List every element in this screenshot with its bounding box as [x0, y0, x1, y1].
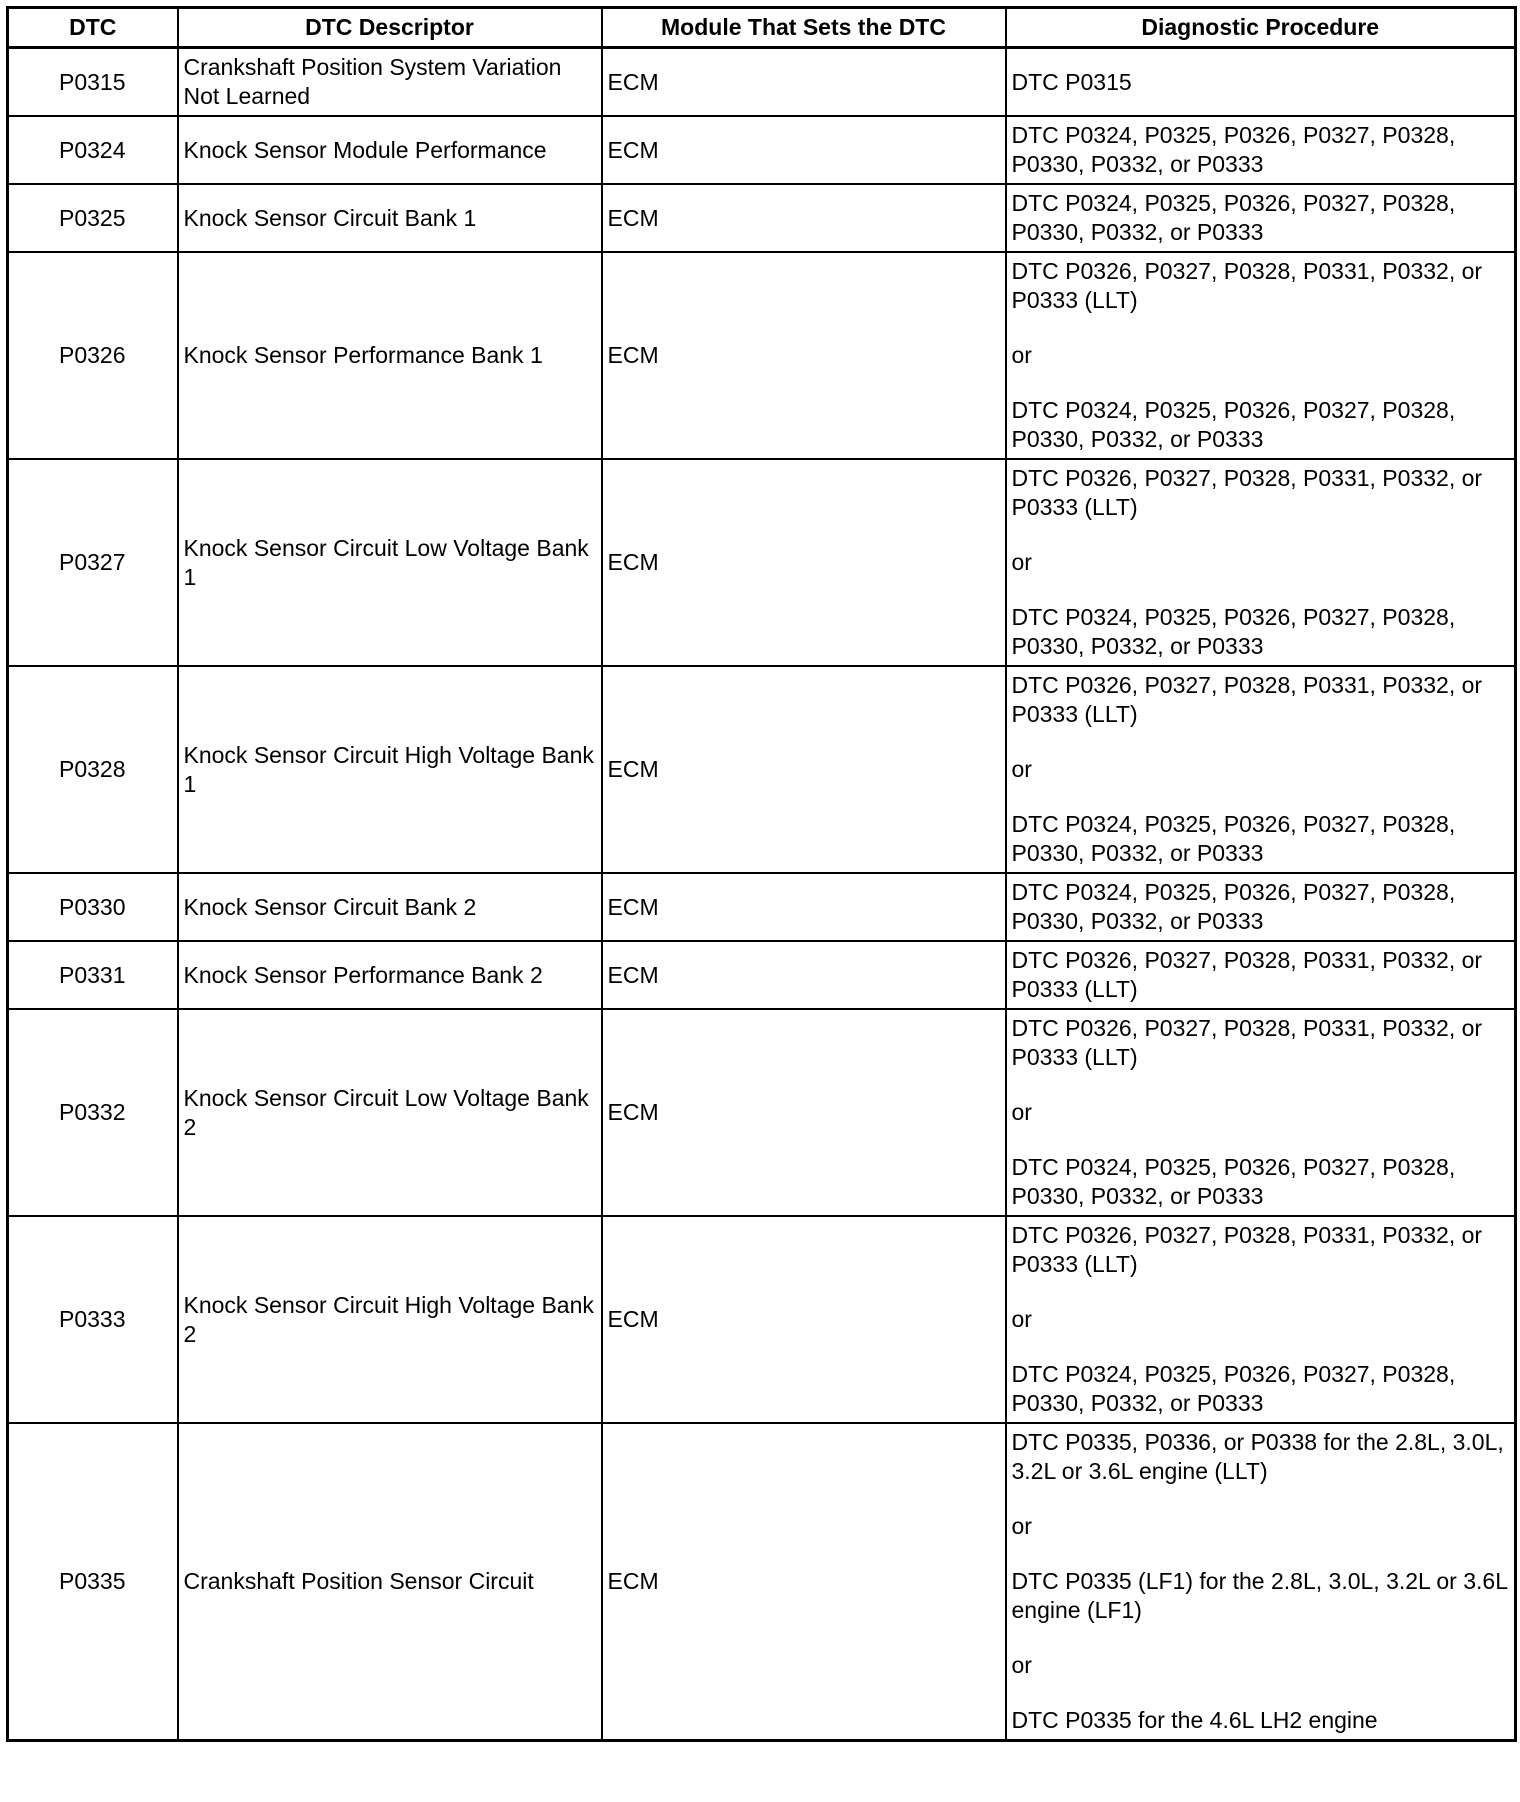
diagnostic-procedure-cell	[1006, 252, 1516, 459]
table-row	[8, 459, 1516, 666]
module-cell: ECM	[602, 873, 1006, 941]
dtc-code-cell: P0326	[8, 252, 178, 459]
module-cell: ECM	[602, 48, 1006, 117]
procedure-or-separator: or	[1011, 1652, 1032, 1678]
table-row	[8, 184, 1516, 252]
dtc-descriptor-cell: Knock Sensor Circuit Low Voltage Bank 1	[178, 459, 602, 666]
header-module: Module That Sets the DTC	[602, 8, 1006, 48]
dtc-code-cell: P0335	[8, 1423, 178, 1741]
procedure-reference: DTC P0335 for the 4.6L LH2 engine	[1011, 1707, 1378, 1733]
table-row	[8, 252, 1516, 459]
dtc-descriptor-cell: Crankshaft Position Sensor Circuit	[178, 1423, 602, 1741]
diagnostic-procedure-cell	[1006, 941, 1516, 1009]
procedure-reference: DTC P0324, P0325, P0326, P0327, P0328, P0330, P0332, or P0333	[1011, 1361, 1456, 1416]
table-row	[8, 1009, 1516, 1216]
procedure-reference: DTC P0326, P0327, P0328, P0331, P0332, or P0333 (LLT)	[1011, 465, 1483, 520]
procedure-or-separator: or	[1011, 756, 1032, 782]
dtc-descriptor-cell: Knock Sensor Performance Bank 1	[178, 252, 602, 459]
procedure-or-separator: or	[1011, 1099, 1032, 1125]
diagnostic-procedure-cell	[1006, 1216, 1516, 1423]
diagnostic-procedure-cell	[1006, 1009, 1516, 1216]
procedure-or-separator: or	[1011, 1513, 1032, 1539]
diagnostic-procedure-cell	[1006, 873, 1516, 941]
procedure-or-separator: or	[1011, 342, 1032, 368]
diagnostic-procedure-cell	[1006, 184, 1516, 252]
table-row	[8, 941, 1516, 1009]
procedure-reference: DTC P0315	[1011, 68, 1132, 95]
procedure-reference: DTC P0324, P0325, P0326, P0327, P0328, P0330, P0332, or P0333	[1011, 604, 1456, 659]
dtc-descriptor-cell: Knock Sensor Circuit Bank 2	[178, 873, 602, 941]
table-row	[8, 116, 1516, 184]
dtc-code-cell: P0330	[8, 873, 178, 941]
dtc-code-cell: P0325	[8, 184, 178, 252]
procedure-or-separator: or	[1011, 1306, 1032, 1332]
procedure-reference: DTC P0335 (LF1) for the 2.8L, 3.0L, 3.2L or 3.6L engine (LF1)	[1011, 1568, 1508, 1623]
procedure-reference: DTC P0324, P0325, P0326, P0327, P0328, P0330, P0332, or P0333	[1011, 811, 1456, 866]
procedure-reference: DTC P0324, P0325, P0326, P0327, P0328, P0330, P0332, or P0333	[1011, 397, 1456, 452]
module-cell: ECM	[602, 666, 1006, 873]
dtc-code-cell: P0333	[8, 1216, 178, 1423]
diagnostic-procedure-cell	[1006, 666, 1516, 873]
procedure-reference: DTC P0326, P0327, P0328, P0331, P0332, or P0333 (LLT)	[1011, 947, 1483, 1002]
header-dtc: DTC	[8, 8, 178, 48]
dtc-descriptor-cell: Crankshaft Position System Variation Not Learned	[178, 48, 602, 117]
procedure-reference: DTC P0335, P0336, or P0338 for the 2.8L, 3.0L, 3.2L or 3.6L engine (LLT)	[1011, 1429, 1504, 1484]
procedure-reference: DTC P0324, P0325, P0326, P0327, P0328, P0330, P0332, or P0333	[1011, 190, 1456, 245]
dtc-code-cell: P0327	[8, 459, 178, 666]
dtc-code-cell: P0324	[8, 116, 178, 184]
dtc-code-cell: P0331	[8, 941, 178, 1009]
dtc-code-cell: P0332	[8, 1009, 178, 1216]
diagnostic-procedure-cell	[1006, 48, 1516, 117]
procedure-reference: DTC P0326, P0327, P0328, P0331, P0332, or P0333 (LLT)	[1011, 1015, 1483, 1070]
module-cell: ECM	[602, 252, 1006, 459]
table-header	[8, 8, 1516, 48]
module-cell: ECM	[602, 1423, 1006, 1741]
procedure-reference: DTC P0326, P0327, P0328, P0331, P0332, or P0333 (LLT)	[1011, 1222, 1483, 1277]
dtc-table	[6, 6, 1517, 1742]
module-cell: ECM	[602, 1216, 1006, 1423]
procedure-reference: DTC P0326, P0327, P0328, P0331, P0332, or P0333 (LLT)	[1011, 258, 1483, 313]
table-row	[8, 873, 1516, 941]
procedure-reference: DTC P0324, P0325, P0326, P0327, P0328, P0330, P0332, or P0333	[1011, 122, 1456, 177]
dtc-code-cell: P0315	[8, 48, 178, 117]
diagnostic-procedure-cell	[1006, 1423, 1516, 1741]
table-row	[8, 666, 1516, 873]
procedure-reference: DTC P0324, P0325, P0326, P0327, P0328, P0330, P0332, or P0333	[1011, 879, 1456, 934]
procedure-reference: DTC P0326, P0327, P0328, P0331, P0332, or P0333 (LLT)	[1011, 672, 1483, 727]
diagnostic-procedure-cell	[1006, 116, 1516, 184]
dtc-descriptor-cell: Knock Sensor Circuit High Voltage Bank 2	[178, 1216, 602, 1423]
procedure-or-separator: or	[1011, 549, 1032, 575]
table-row	[8, 1216, 1516, 1423]
dtc-descriptor-cell: Knock Sensor Circuit Low Voltage Bank 2	[178, 1009, 602, 1216]
module-cell: ECM	[602, 1009, 1006, 1216]
diagnostic-procedure-cell	[1006, 459, 1516, 666]
module-cell: ECM	[602, 459, 1006, 666]
module-cell: ECM	[602, 184, 1006, 252]
dtc-descriptor-cell: Knock Sensor Circuit Bank 1	[178, 184, 602, 252]
dtc-code-cell: P0328	[8, 666, 178, 873]
header-procedure: Diagnostic Procedure	[1006, 8, 1516, 48]
module-cell: ECM	[602, 941, 1006, 1009]
dtc-descriptor-cell: Knock Sensor Performance Bank 2	[178, 941, 602, 1009]
procedure-reference: DTC P0324, P0325, P0326, P0327, P0328, P0330, P0332, or P0333	[1011, 1154, 1456, 1209]
dtc-descriptor-cell: Knock Sensor Module Performance	[178, 116, 602, 184]
document-page	[6, 6, 1514, 1742]
dtc-descriptor-cell: Knock Sensor Circuit High Voltage Bank 1	[178, 666, 602, 873]
table-row	[8, 1423, 1516, 1741]
header-descriptor: DTC Descriptor	[178, 8, 602, 48]
table-row	[8, 48, 1516, 117]
table-body	[8, 48, 1516, 1741]
header-row	[8, 8, 1516, 48]
module-cell: ECM	[602, 116, 1006, 184]
